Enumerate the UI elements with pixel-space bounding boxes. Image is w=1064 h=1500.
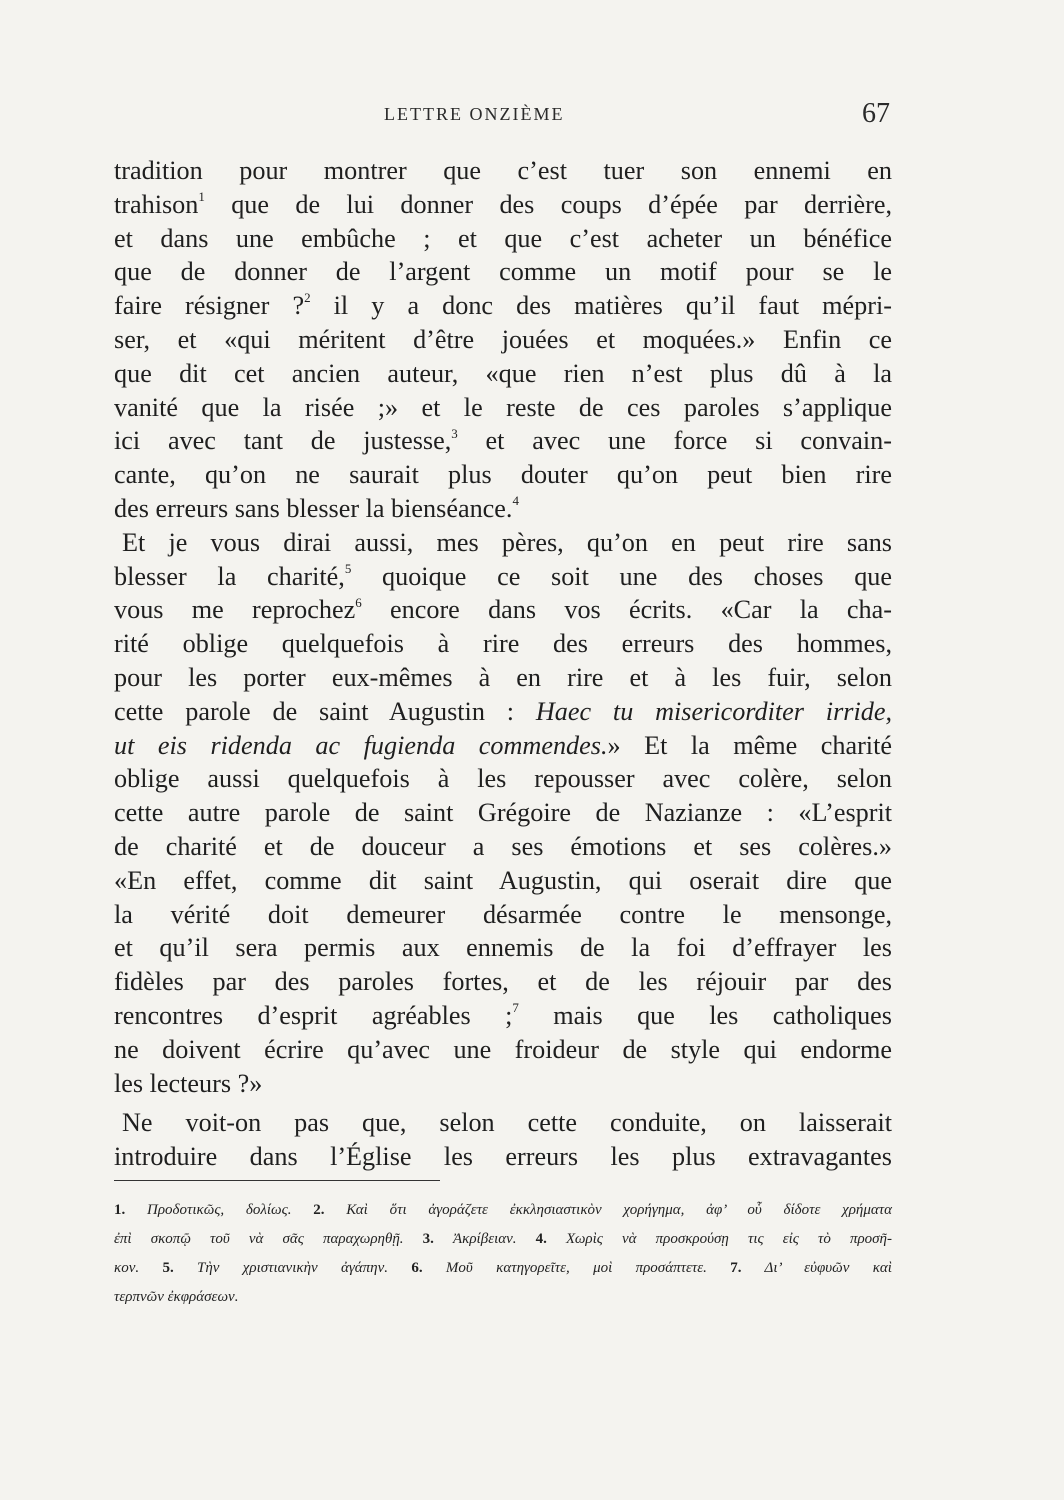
- text-line: trahison$^1$ que de lui donner des coups d’épée par derrière,: [114, 189, 892, 219]
- footnote-line: ἐπὶ σκοπῷ τοῦ νὰ σᾶς παραχωρηθῇ. 3. Ἀκρίβειαν. 4. Χωρὶς νὰ προσκρούσῃ τις εἰς τὸ προσῆ-: [114, 1231, 892, 1247]
- footnote-number: 3.: [422, 1231, 434, 1247]
- footnote-line: τερπνῶν ἐκφράσεων.: [114, 1289, 239, 1305]
- footnote-number: 6.: [411, 1260, 423, 1276]
- latin-quote: Haec tu misericorditer irride,: [535, 696, 893, 726]
- text-line: blesser la charité,$^5$ quoique ce soit une des choses que: [114, 560, 893, 591]
- footnote-divider: [114, 1180, 440, 1181]
- text-line: «En effet, comme dit saint Augustin, qui oserait dire que: [114, 865, 892, 895]
- text-line: Et je vous dirai aussi, mes pères, qu’on en peut rire sans: [122, 527, 892, 557]
- latin-quote: ut eis ridenda ac fugienda commendes.: [114, 730, 608, 760]
- footnote-number: 7.: [730, 1260, 742, 1276]
- footnote-number: 1.: [114, 1202, 126, 1218]
- text-line: tradition pour montrer que c’est tuer son ennemi en: [114, 156, 892, 185]
- text-line: ici avec tant de justesse,$^3$ et avec une force si convain-: [114, 425, 892, 456]
- text-line: ser, et «qui méritent d’être jouées et moquées.» Enfin ce: [114, 324, 892, 354]
- text-line: Ne voit-on pas que, selon cette conduite, on laisserait: [122, 1108, 892, 1138]
- footnote-ref: 6: [355, 594, 362, 610]
- text-line: rencontres d’esprit agréables ;$^7$ mais que les catholiques: [114, 1000, 892, 1030]
- page-number: 67: [862, 98, 890, 129]
- footnote-ref: 7: [512, 1000, 519, 1016]
- text-line: ne doivent écrire qu’avec une froideur de style qui endorme: [114, 1034, 892, 1064]
- text-line: et qu’il sera permis aux ennemis de la foi d’effrayer les: [114, 933, 892, 963]
- text-line: introduire dans l’Église les erreurs les plus extravagantes: [114, 1142, 892, 1172]
- text-line: rité oblige quelquefois à rire des erreurs des hommes,: [114, 629, 892, 659]
- footnotes: [114, 1196, 892, 1312]
- footnote-number: 2.: [313, 1202, 325, 1218]
- text-line: cette parole de saint Augustin : Haec tu misericorditer irride,: [114, 696, 893, 726]
- text-line: et dans une embûche ; et que c’est acheter un bénéfice: [114, 223, 892, 253]
- footnote-ref: 3: [451, 425, 458, 441]
- footnote-number: 4.: [535, 1231, 547, 1247]
- footnote-line: κον. 5. Τὴν χριστιανικὴν ἀγάπην. 6. Μοῦ κατηγορεῖτε, μοὶ προσάπτετε. 7. Δι’ εὐφυῶν καὶ: [114, 1260, 892, 1276]
- text-line: de charité et de douceur a ses émotions et ses colères.»: [114, 831, 892, 861]
- footnote-ref: 2: [304, 290, 311, 306]
- main-text: [114, 154, 892, 1174]
- chapter-title: LETTRE ONZIÈME: [384, 104, 565, 124]
- footnote-ref: 1: [198, 189, 205, 205]
- text-line: que dit cet ancien auteur, «que rien n’est plus dû à la: [114, 358, 892, 388]
- text-line: des erreurs sans blesser la bienséance.$^4$: [114, 493, 519, 523]
- text-line: cette autre parole de saint Grégoire de Nazianze : «L’esprit: [114, 798, 892, 828]
- text-line: que de donner de l’argent comme un motif pour se le: [114, 257, 892, 287]
- text-line: cante, qu’on ne saurait plus douter qu’on peut bien rire: [114, 460, 892, 490]
- text-line: fidèles par des paroles fortes, et de les réjouir par des: [114, 967, 892, 997]
- footnote-ref: 5: [344, 560, 352, 576]
- text-line: la vérité doit demeurer désarmée contre le mensonge,: [114, 899, 892, 929]
- text-line: ut eis ridenda ac fugienda commendes.» Et la même charité: [114, 730, 892, 760]
- footnote-number: 5.: [162, 1260, 174, 1276]
- text-line: oblige aussi quelquefois à les repousser avec colère, selon: [114, 764, 892, 794]
- text-line: vanité que la risée ;» et le reste de ces paroles s’applique: [114, 392, 892, 422]
- text-line: les lecteurs ?»: [114, 1068, 263, 1098]
- text-line: faire résigner ?$^2$ il y a donc des matières qu’il faut mépri-: [114, 290, 892, 321]
- text-line: pour les porter eux-mêmes à en rire et à les fuir, selon: [114, 662, 892, 692]
- footnote-line: 1. Προδοτικῶς, δολίως. 2. Καὶ ὅτι ἀγοράζετε ἐκκλησιαστικὸν χορήγημα, ἀφ’ οὗ δίδοτε χρήματα: [114, 1202, 893, 1218]
- text-line: vous me reprochez$^6$ encore dans vos écrits. «Car la cha-: [114, 594, 892, 625]
- running-head: [0, 98, 1064, 138]
- footnote-ref: 4: [512, 493, 519, 509]
